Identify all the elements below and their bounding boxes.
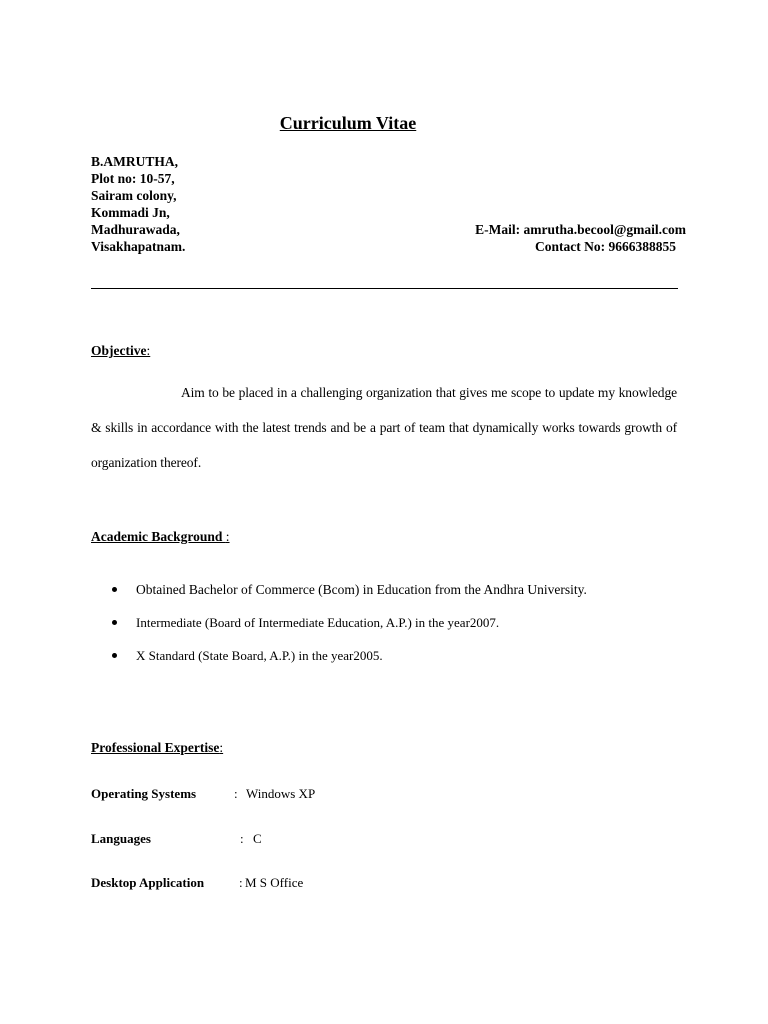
address-block (91, 153, 185, 255)
address-line: Sairam colony, (91, 188, 177, 203)
list-item (112, 578, 587, 611)
skill-row-operating-systems (91, 786, 316, 802)
skill-row-languages (91, 831, 262, 847)
professional-heading-colon: : (219, 740, 224, 755)
document-title: Curriculum Vitae (279, 113, 417, 133)
academic-heading (91, 529, 230, 545)
address-line: B.AMRUTHA, (91, 154, 178, 169)
bullet-icon (112, 587, 117, 592)
phone-text: Contact No: 9666388855 (535, 239, 676, 254)
academic-heading-colon: : (225, 529, 230, 544)
skill-value: C (253, 831, 262, 846)
header-divider (91, 288, 678, 289)
address-line: Kommadi Jn, (91, 205, 170, 220)
academic-list (112, 578, 587, 677)
skill-separator: : (234, 786, 238, 801)
professional-heading (91, 740, 223, 756)
skill-value: M S Office (245, 875, 304, 890)
list-item (112, 611, 587, 644)
skill-separator: : (240, 831, 244, 846)
list-item (112, 644, 587, 677)
skill-value: Windows XP (246, 786, 316, 801)
professional-heading-text: Professional Expertise (91, 740, 220, 755)
bullet-icon (112, 620, 117, 625)
objective-heading-text: Objective (91, 343, 147, 358)
skill-label: Languages (91, 831, 151, 846)
skill-label: Desktop Application (91, 875, 205, 890)
address-line: Madhurawada, (91, 222, 180, 237)
objective-heading-colon: : (146, 343, 151, 358)
address-line: Plot no: 10-57, (91, 171, 175, 186)
list-item-text: X Standard (State Board, A.P.) in the year2005. (136, 648, 383, 663)
academic-heading-text: Academic Background (91, 529, 226, 544)
list-item-text: Intermediate (Board of Intermediate Education, A.P.) in the year2007. (136, 615, 500, 630)
objective-heading (91, 343, 150, 359)
bullet-icon (112, 653, 117, 658)
skill-separator: : (239, 875, 243, 890)
email-text: E-Mail: amrutha.becool@gmail.com (475, 222, 686, 237)
list-item-text: Obtained Bachelor of Commerce (Bcom) in Education from the Andhra University. (136, 582, 587, 597)
skill-row-desktop-application (91, 875, 304, 891)
contact-block (475, 221, 686, 255)
objective-text: Aim to be placed in a challenging organization that gives me scope to update my knowledge & skills in accordance with the latest trends and be a part of team that dynamically works towards growth of organization thereof. (91, 385, 677, 470)
skill-label: Operating Systems (91, 786, 197, 801)
address-line: Visakhapatnam. (91, 239, 186, 254)
